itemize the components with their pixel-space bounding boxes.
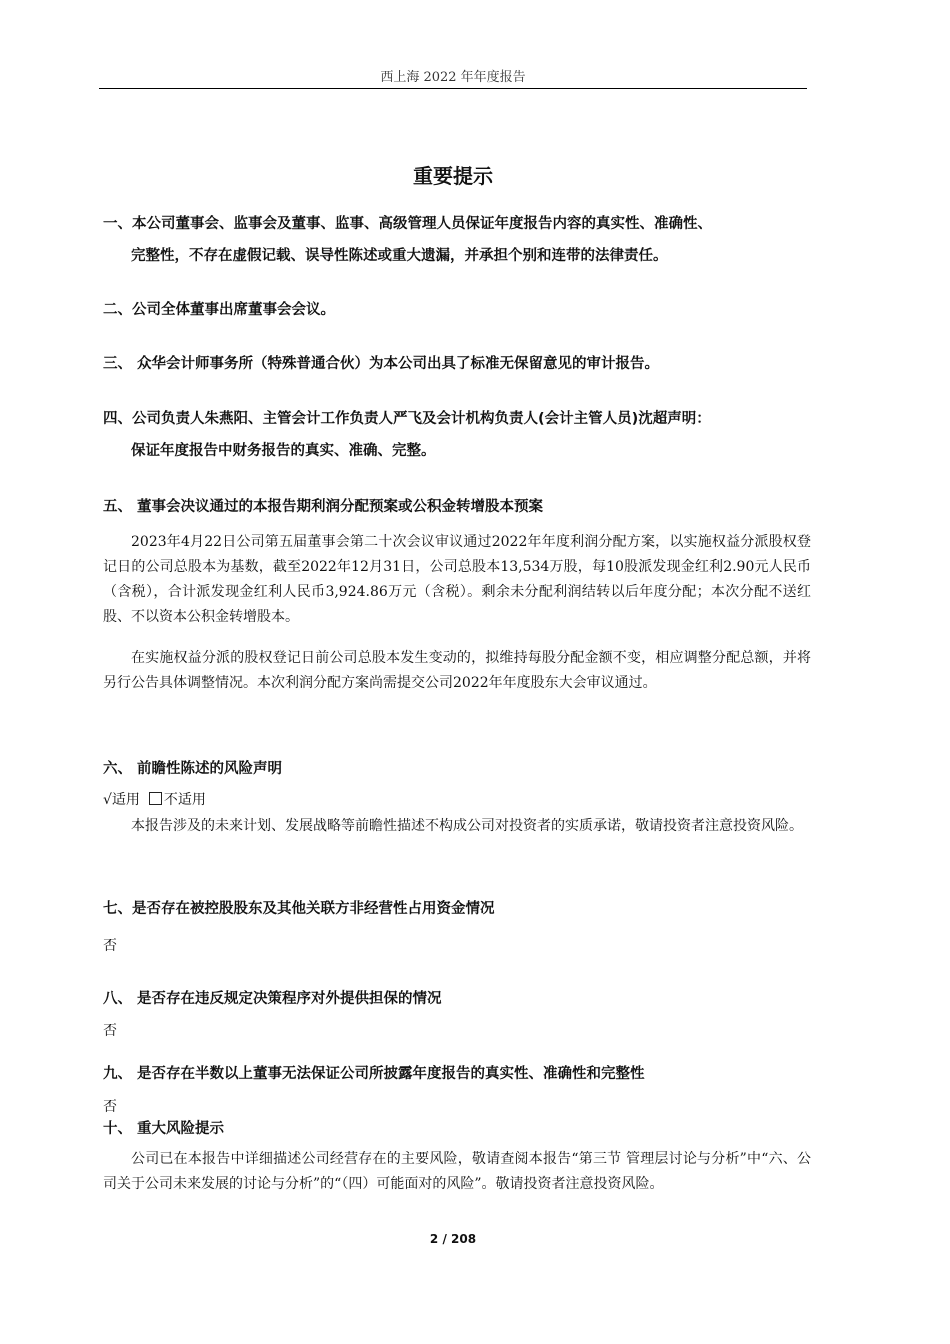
section-5-paragraph-2: 在实施权益分派的股权登记日前公司总股本发生变动的，拟维持每股分配金额不变，相应调整分配总额，并将另行公告具体调整情况。本次利润分配方案尚需提交公司2022年年度股东大会审议通过。	[103, 650, 811, 691]
not-applicable-label: 不适用	[163, 792, 206, 808]
section-4-line-2: 保证年度报告中财务报告的真实、准确、完整。	[131, 443, 436, 459]
applicable-label: 适用	[111, 792, 140, 808]
section-6-heading: 六、 前瞻性陈述的风险声明	[103, 761, 283, 777]
section-8-answer: 否	[103, 1023, 117, 1039]
section-5-paragraph-1: 2023年4月22日公司第五届董事会第二十次会议审议通过2022年年度利润分配方案，以实施权益分派股权登记日的公司总股本为基数，截至2022年12月31日，公司总股本13,534万股，每10股派发现金红利2.90元人民币（含税），合计派发现金红利人民币3,924.86万元（含税）。剩余未分配利润结转以后年度分配；本次分配不送红股、不以资本公积金转增股本。	[103, 534, 811, 625]
section-6-paragraph: 本报告涉及的未来计划、发展战略等前瞻性描述不构成公司对投资者的实质承诺，敬请投资者注意投资风险。	[131, 818, 803, 834]
section-10-paragraph: 公司已在本报告中详细描述公司经营存在的主要风险，敬请查阅本报告“第三节 管理层讨论与分析”中“六、公司关于公司未来发展的讨论与分析”的“（四）可能面对的风险”。敬请投资者注意投资风险。	[103, 1151, 811, 1192]
section-8-heading: 八、 是否存在违反规定决策程序对外提供担保的情况	[103, 991, 442, 1007]
section-7-heading: 七、是否存在被控股股东及其他关联方非经营性占用资金情况	[103, 901, 495, 917]
checkmark-icon: √	[103, 792, 112, 808]
section-5-heading: 五、 董事会决议通过的本报告期利润分配预案或公积金转增股本预案	[103, 499, 544, 515]
page-number: 2 / 208	[429, 1232, 477, 1246]
applicability-options	[103, 789, 206, 809]
running-header: 西上海 2022 年年度报告	[380, 70, 526, 85]
section-2: 二、公司全体董事出席董事会会议。	[103, 302, 335, 318]
section-3: 三、 众华会计师事务所（特殊普通合伙）为本公司出具了标准无保留意见的审计报告。	[103, 356, 660, 372]
section-10-heading: 十、 重大风险提示	[103, 1121, 225, 1137]
section-4-line-1: 四、公司负责人朱燕阳、主管会计工作负责人严飞及会计机构负责人(会计主管人员)沈超声明：	[103, 411, 711, 427]
header-divider	[99, 88, 807, 89]
section-9-heading: 九、 是否存在半数以上董事无法保证公司所披露年度报告的真实性、准确性和完整性	[103, 1066, 645, 1082]
empty-checkbox-icon	[149, 792, 162, 805]
section-1-line-1: 一、本公司董事会、监事会及董事、监事、高级管理人员保证年度报告内容的真实性、准确性、	[103, 216, 712, 232]
section-1-line-2: 完整性，不存在虚假记载、误导性陈述或重大遗漏，并承担个别和连带的法律责任。	[131, 248, 668, 264]
section-9-answer: 否	[103, 1099, 117, 1115]
section-7-answer: 否	[103, 938, 117, 954]
page-title: 重要提示	[413, 164, 493, 188]
